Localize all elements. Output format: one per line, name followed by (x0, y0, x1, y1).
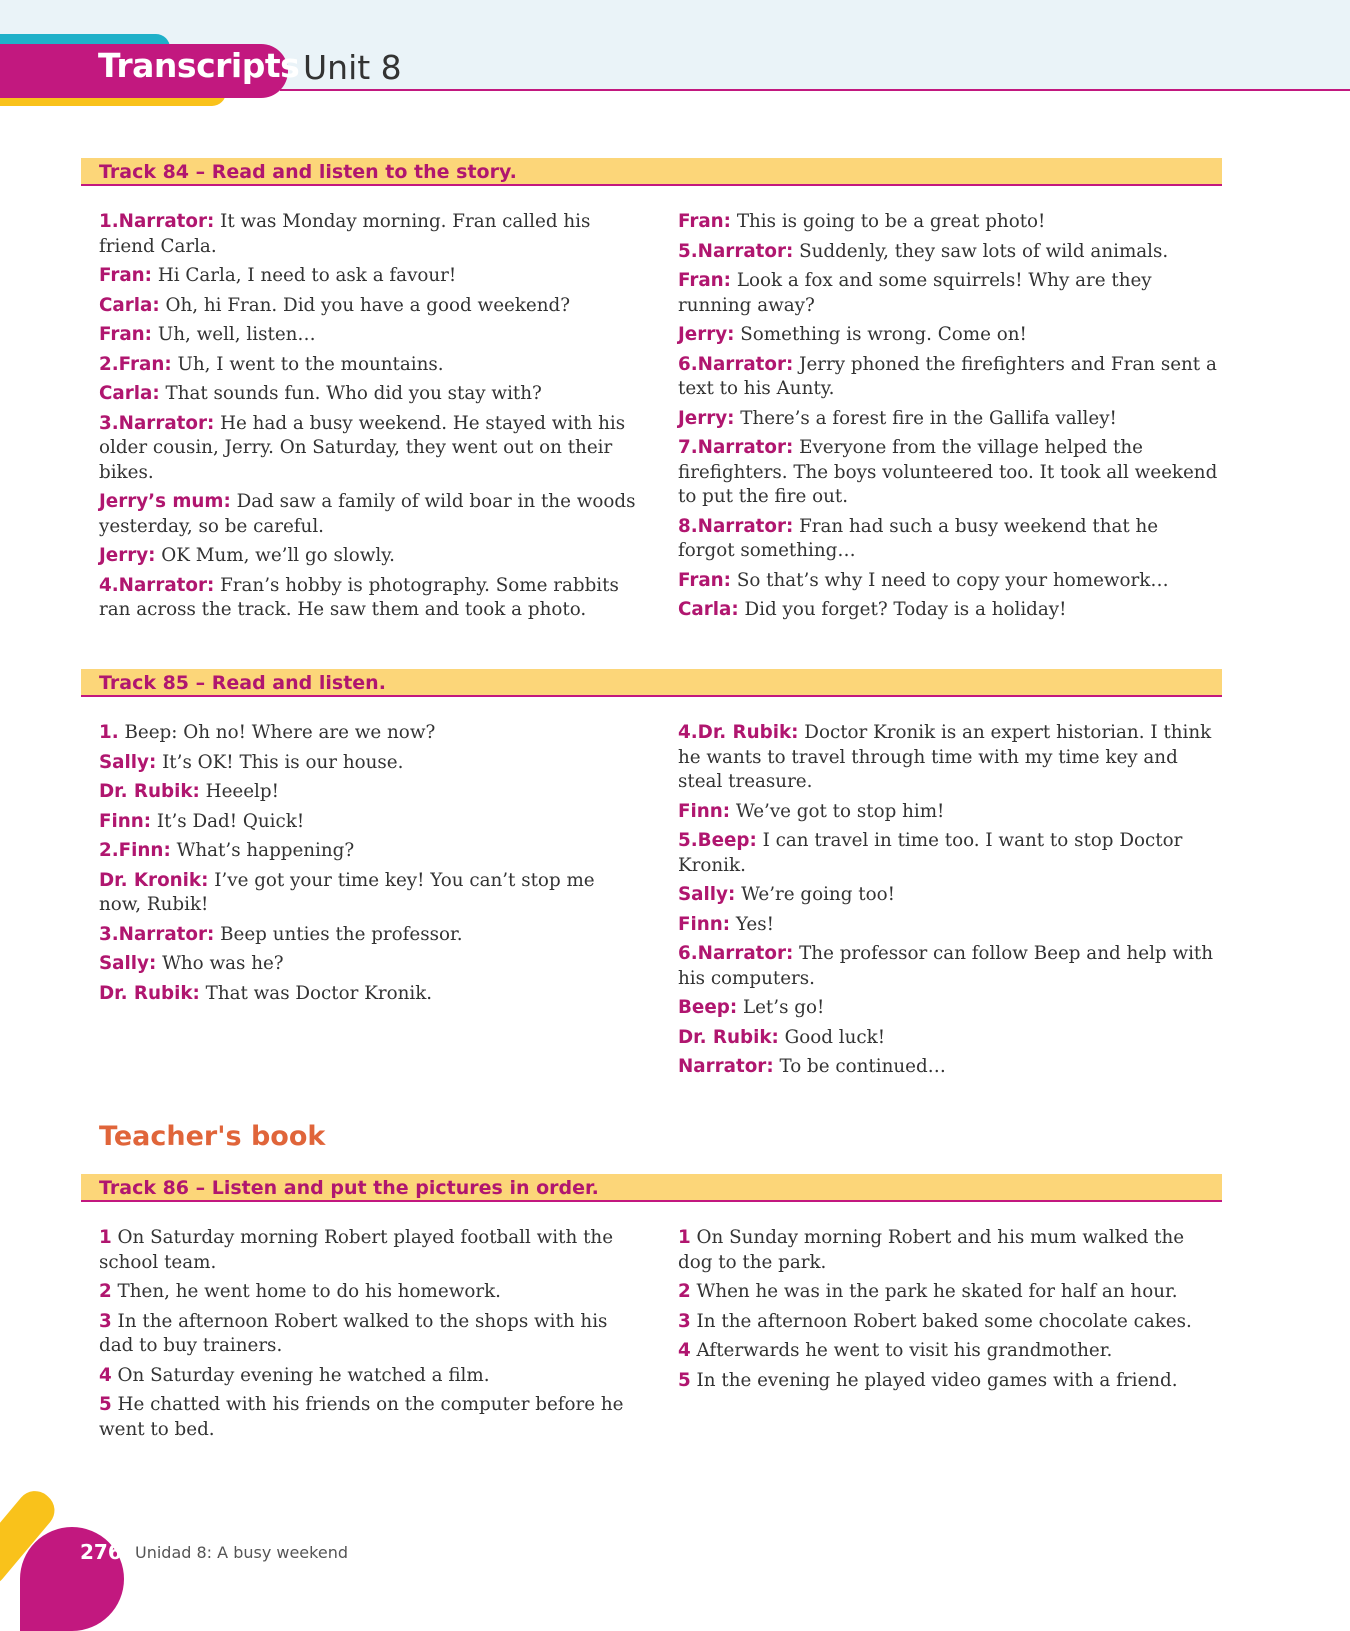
dialogue-line (99, 839, 639, 864)
dialogue-line (678, 800, 1218, 825)
dialogue-line (99, 412, 639, 486)
list-item (678, 1280, 1218, 1305)
speaker: 2.Finn: (99, 840, 171, 861)
track-84-heading-bar (81, 158, 1222, 186)
speaker: Finn: (678, 800, 731, 822)
dialogue-line (678, 323, 1218, 348)
dialogue-line (99, 264, 639, 289)
dialogue-line (99, 869, 639, 918)
speaker: 7.Narrator: (678, 437, 794, 458)
speaker: 4.Narrator: (99, 574, 215, 596)
line-text: Uh, well, listen… (157, 324, 316, 345)
item-number: 5 (678, 1369, 691, 1391)
line-text: It was Monday morning. Fran called his friend Carla. (99, 211, 591, 257)
track-84-heading: Track 84 – Read and listen to the story. (99, 161, 517, 183)
speaker: Beep: (678, 997, 738, 1018)
speaker: Fran: (678, 211, 731, 232)
speaker: Finn: (99, 810, 152, 832)
speaker: 3.Narrator: (99, 923, 215, 945)
dialogue-line (678, 883, 1218, 908)
line-text: The professor can follow Beep and help with his computers. (678, 943, 1214, 989)
line-text: We’ve got to stop him! (735, 800, 945, 822)
line-text: To be continued… (779, 1056, 946, 1077)
list-item (678, 1310, 1218, 1335)
dialogue-line (678, 913, 1218, 938)
list-item (678, 1226, 1218, 1275)
line-text: Heeelp! (205, 781, 279, 802)
speaker: 2.Fran: (99, 353, 172, 375)
item-number: 1 (99, 1227, 112, 1248)
line-text: Something is wrong. Come on! (740, 324, 1027, 345)
line-text: What’s happening? (176, 840, 355, 861)
line-text: Hi Carla, I need to ask a favour! (157, 265, 457, 286)
dialogue-line (678, 598, 1218, 623)
track-86-heading-bar (81, 1174, 1222, 1202)
speaker: Fran: (99, 265, 152, 286)
dialogue-line (99, 490, 639, 539)
list-item (99, 1364, 639, 1389)
line-text: Fran’s hobby is photography. Some rabbits ran across the track. He saw them and took a photo. (99, 574, 619, 620)
speaker: Jerry: (678, 324, 735, 345)
line-text: Dad saw a family of wild boar in the woods yesterday, so be careful. (99, 491, 636, 537)
dialogue-line (99, 780, 639, 805)
speaker: 5.Beep: (678, 830, 757, 851)
dialogue-line (678, 240, 1218, 265)
track-85-heading-bar (81, 669, 1222, 697)
speaker: Fran: (99, 324, 152, 345)
line-text: Good luck! (784, 1026, 886, 1048)
speaker: 6.Narrator: (678, 943, 794, 964)
track-84-right-column (678, 210, 1218, 628)
dialogue-line (678, 721, 1218, 795)
line-text: That was Doctor Kronik. (205, 982, 433, 1004)
item-text: He chatted with his friends on the computer before he went to bed. (99, 1394, 624, 1440)
line-text: Jerry phoned the firefighters and Fran sent a text to his Aunty. (678, 353, 1217, 399)
item-number: 5 (99, 1394, 112, 1415)
line-text: It’s Dad! Quick! (156, 810, 305, 832)
speaker: 5.Narrator: (678, 240, 794, 262)
dialogue-line (99, 210, 639, 259)
line-text: Let’s go! (742, 997, 825, 1018)
item-number: 3 (99, 1310, 112, 1332)
track-84-left-column (99, 210, 639, 628)
item-number: 3 (678, 1310, 691, 1332)
line-text: He had a busy weekend. He stayed with his older cousin, Jerry. On Saturday, they went out on their bikes. (99, 412, 626, 483)
track-85-right-column (678, 721, 1218, 1085)
item-text: In the afternoon Robert walked to the shops with his dad to buy trainers. (99, 1310, 608, 1356)
speaker: 4.Dr. Rubik: (678, 722, 799, 743)
list-item (99, 1393, 639, 1442)
item-text: In the afternoon Robert baked some chocolate cakes. (696, 1310, 1192, 1332)
speaker: Sally: (99, 751, 157, 773)
dialogue-line (678, 353, 1218, 402)
speaker: Carla: (99, 383, 160, 404)
speaker: Carla: (99, 294, 160, 316)
speaker: Fran: (678, 569, 731, 591)
line-text: Beep unties the professor. (220, 923, 463, 945)
footer-unit-title: Unidad 8: A busy weekend (135, 1543, 348, 1562)
dialogue-line (99, 751, 639, 776)
speaker: Dr. Kronik: (99, 869, 209, 891)
dialogue-line (678, 996, 1218, 1021)
list-item (678, 1369, 1218, 1394)
dialogue-line (99, 544, 639, 569)
dialogue-line (678, 1055, 1218, 1080)
line-text: Doctor Kronik is an expert historian. I think he wants to travel through time with my time key and steal treasure. (678, 722, 1212, 792)
track-86-heading: Track 86 – Listen and put the pictures in order. (99, 1177, 599, 1199)
item-text: Then, he went home to do his homework. (117, 1281, 501, 1302)
dialogue-line (678, 436, 1218, 510)
line-text: This is going to be a great photo! (736, 211, 1046, 232)
dialogue-line (99, 574, 639, 623)
speaker: Dr. Rubik: (99, 781, 200, 802)
dialogue-line (99, 982, 639, 1007)
dialogue-line (678, 1026, 1218, 1051)
unit-title: Unit 8 (303, 48, 402, 87)
dialogue-line (99, 323, 639, 348)
line-text: I’ve got your time key! You can’t stop me now, Rubik! (99, 869, 595, 915)
line-text: There’s a forest fire in the Gallifa valley! (740, 407, 1117, 429)
line-text: Did you forget? Today is a holiday! (744, 599, 1067, 620)
line-text: Everyone from the village helped the firefighters. The boys volunteered too. It took all weekend to put the fire out. (678, 437, 1218, 507)
list-item (678, 1339, 1218, 1364)
dialogue-line (678, 829, 1218, 878)
dialogue-line (678, 210, 1218, 235)
item-text: On Saturday morning Robert played football with the school team. (99, 1227, 614, 1273)
line-text: Who was he? (162, 953, 284, 974)
item-number: 1 (678, 1227, 691, 1248)
speaker: Jerry: (99, 545, 156, 566)
dialogue-line (99, 952, 639, 977)
item-number: 4 (99, 1364, 112, 1386)
page-number: 276 (80, 1540, 122, 1564)
dialogue-line (678, 515, 1218, 564)
dialogue-line (99, 810, 639, 835)
speaker: Fran: (678, 270, 731, 291)
line-text: I can travel in time too. I want to stop Doctor Kronik. (678, 830, 1183, 876)
speaker: Dr. Rubik: (99, 982, 200, 1004)
item-text: Afterwards he went to visit his grandmother. (696, 1340, 1113, 1361)
dialogue-line (678, 269, 1218, 318)
item-text: On Saturday evening he watched a film. (117, 1364, 490, 1386)
dialogue-line (99, 721, 639, 746)
line-text: OK Mum, we’ll go slowly. (161, 545, 395, 566)
item-number: 2 (678, 1281, 691, 1302)
track-85-heading: Track 85 – Read and listen. (99, 672, 386, 694)
line-text: Uh, I went to the mountains. (177, 353, 444, 375)
item-number: 4 (678, 1340, 691, 1361)
speaker: Dr. Rubik: (678, 1026, 779, 1048)
speaker: 6.Narrator: (678, 353, 794, 375)
dialogue-line (99, 294, 639, 319)
line-text: Yes! (735, 913, 774, 935)
line-text: So that’s why I need to copy your homework… (736, 569, 1169, 591)
list-item (99, 1310, 639, 1359)
item-number: 2 (99, 1281, 112, 1302)
speaker: 8.Narrator: (678, 515, 794, 537)
speaker: 3.Narrator: (99, 412, 215, 434)
line-text: Look a fox and some squirrels! Why are they running away? (678, 270, 1152, 316)
list-item (99, 1226, 639, 1275)
line-text: It’s OK! This is our house. (162, 751, 404, 773)
dialogue-line (678, 942, 1218, 991)
speaker: Finn: (678, 913, 731, 935)
track-86-left-column (99, 1226, 639, 1447)
line-text: Suddenly, they saw lots of wild animals. (799, 240, 1169, 262)
track-86-right-column (678, 1226, 1218, 1398)
header-rule (280, 89, 1350, 91)
speaker: 1. (99, 722, 119, 743)
teachers-book-heading: Teacher's book (99, 1121, 326, 1152)
speaker: Sally: (99, 953, 157, 974)
line-text: That sounds fun. Who did you stay with? (165, 383, 542, 404)
dialogue-line (99, 923, 639, 948)
speaker: Carla: (678, 599, 739, 620)
item-text: When he was in the park he skated for half an hour. (696, 1281, 1178, 1302)
speaker: 1.Narrator: (99, 211, 215, 232)
speaker: Jerry’s mum: (99, 491, 231, 512)
dialogue-line (678, 407, 1218, 432)
speaker: Narrator: (678, 1056, 774, 1077)
speaker: Jerry: (678, 407, 735, 429)
item-text: In the evening he played video games with a friend. (696, 1369, 1178, 1391)
track-85-left-column (99, 721, 639, 1011)
list-item (99, 1280, 639, 1305)
item-text: On Sunday morning Robert and his mum walked the dog to the park. (678, 1227, 1185, 1273)
line-text: We’re going too! (741, 884, 895, 905)
line-text: Fran had such a busy weekend that he forgot something… (678, 515, 1159, 561)
line-text: Beep: Oh no! Where are we now? (124, 722, 436, 743)
dialogue-line (99, 353, 639, 378)
dialogue-line (678, 569, 1218, 594)
line-text: Oh, hi Fran. Did you have a good weekend? (165, 294, 570, 316)
header-tab-label: Transcripts (98, 46, 300, 85)
dialogue-line (99, 382, 639, 407)
speaker: Sally: (678, 884, 736, 905)
